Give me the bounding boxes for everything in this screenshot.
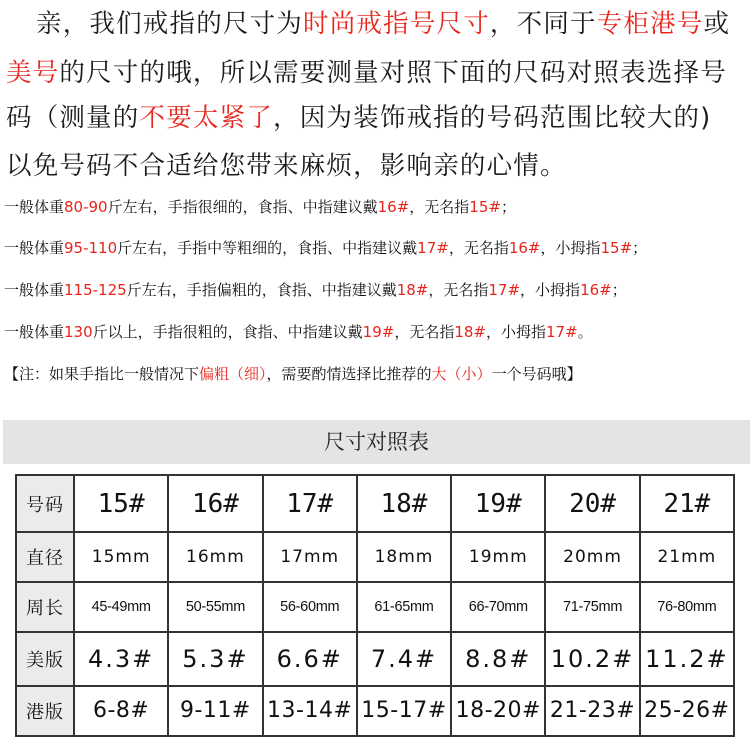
intro-line-2 [6, 53, 727, 89]
recommended-size: 19# [362, 323, 395, 341]
weight-range: 115-125 [64, 281, 127, 299]
circumference-cell: 76-80mm [640, 582, 734, 632]
advice-line: 一般体重80-90斤左右，手指很细的，食指、中指建议戴16#，无名指15#； [4, 198, 516, 216]
counter-hk-size-highlight: 专柜港号 [596, 9, 704, 39]
advice-line: 一般体重115-125斤左右，手指偏粗的，食指、中指建议戴18#，无名指17#，小拇指16#； [4, 281, 627, 299]
intro-text-segment: 亲，我们戒指的尺寸为 [36, 9, 304, 39]
weight-range: 95-110 [64, 239, 118, 257]
diameter-cell: 18mm [357, 532, 451, 582]
size-chart-table [15, 474, 735, 737]
circumference-cell: 50-55mm [168, 582, 262, 632]
circumference-cell: 45-49mm [74, 582, 168, 632]
recommended-size: 18# [454, 323, 486, 341]
hk-size-cell: 21-23# [545, 686, 639, 736]
recommended-size: 16# [508, 239, 541, 257]
diameter-cell: 20mm [545, 532, 639, 582]
recommended-size: 16# [580, 281, 612, 299]
us-size-cell: 11.2# [640, 632, 734, 686]
diameter-cell: 16mm [168, 532, 262, 582]
intro-text-segment: 的尺寸的哦，所以需要测量对照下面的尺码对照表选择号 [59, 58, 727, 88]
intro-text-segment: 码（测量的 [6, 103, 140, 133]
thicker-thinner-highlight: 偏粗（细） [199, 365, 267, 383]
circumference-cell: 66-70mm [451, 582, 545, 632]
us-size-cell: 10.2# [545, 632, 639, 686]
table-row [16, 532, 734, 582]
row-label-circumference: 周长 [16, 582, 74, 632]
us-size-cell: 5.3# [168, 632, 262, 686]
diameter-cell: 15mm [74, 532, 168, 582]
intro-line-4: 以免号码不合适给您带来麻烦，影响亲的心情。 [6, 151, 567, 181]
recommended-size: 17# [417, 239, 449, 257]
recommended-size: 15# [600, 239, 633, 257]
intro-text-segment: 或 [703, 9, 731, 39]
not-too-tight-highlight: 不要太紧了 [139, 103, 274, 133]
diameter-cell: 21mm [640, 532, 734, 582]
circumference-cell: 61-65mm [357, 582, 451, 632]
recommended-size: 17# [488, 281, 521, 299]
recommended-size: 18# [396, 281, 429, 299]
advice-line: 一般体重130斤以上，手指很粗的，食指、中指建议戴19#，无名指18#，小拇指17#。 [4, 323, 593, 341]
us-size-cell: 6.6# [263, 632, 357, 686]
fit-note: 【注：如果手指比一般情况下偏粗（细），需要酌情选择比推荐的大（小）一个号码哦】 [4, 365, 582, 383]
row-label-us-size: 美版 [16, 632, 74, 686]
hk-size-cell: 13-14# [263, 686, 357, 736]
intro-line-3 [6, 98, 711, 134]
us-size-cell: 7.4# [357, 632, 451, 686]
circumference-cell: 71-75mm [545, 582, 639, 632]
recommended-size: 16# [377, 198, 410, 216]
size-cell: 19# [451, 475, 545, 532]
size-cell: 20# [545, 475, 639, 532]
table-row [16, 632, 734, 686]
size-cell: 17# [263, 475, 357, 532]
size-cell: 21# [640, 475, 734, 532]
hk-size-cell: 9-11# [168, 686, 262, 736]
bigger-smaller-highlight: 大（小） [431, 365, 492, 383]
recommended-size: 17# [546, 323, 578, 341]
row-label-diameter: 直径 [16, 532, 74, 582]
diameter-cell: 17mm [263, 532, 357, 582]
row-label-hk-size: 港版 [16, 686, 74, 736]
recommended-size: 15# [469, 198, 501, 216]
table-row [16, 582, 734, 632]
intro-text-segment: ，不同于 [489, 9, 597, 39]
us-size-cell: 4.3# [74, 632, 168, 686]
table-row [16, 475, 734, 532]
advice-line: 一般体重95-110斤左右，手指中等粗细的，食指、中指建议戴17#，无名指16#，小拇指15#； [4, 239, 648, 257]
hk-size-cell: 25-26# [640, 686, 734, 736]
hk-size-cell: 18-20# [451, 686, 545, 736]
weight-range: 130 [64, 323, 93, 341]
size-chart-title: 尺寸对照表 [3, 420, 750, 464]
table-row [16, 686, 734, 736]
us-size-cell: 8.8# [451, 632, 545, 686]
hk-size-cell: 6-8# [74, 686, 168, 736]
intro-line-1 [36, 4, 730, 40]
hk-size-cell: 15-17# [357, 686, 451, 736]
us-size-highlight: 美号 [6, 58, 60, 88]
size-cell: 18# [357, 475, 451, 532]
size-cell: 15# [74, 475, 168, 532]
fashion-size-highlight: 时尚戒指号尺寸 [303, 9, 490, 39]
circumference-cell: 56-60mm [263, 582, 357, 632]
intro-text-segment: ，因为装饰戒指的号码范围比较大的) [273, 103, 712, 133]
size-cell: 16# [168, 475, 262, 532]
row-label-size-number: 号码 [16, 475, 74, 532]
diameter-cell: 19mm [451, 532, 545, 582]
weight-range: 80-90 [64, 198, 108, 216]
